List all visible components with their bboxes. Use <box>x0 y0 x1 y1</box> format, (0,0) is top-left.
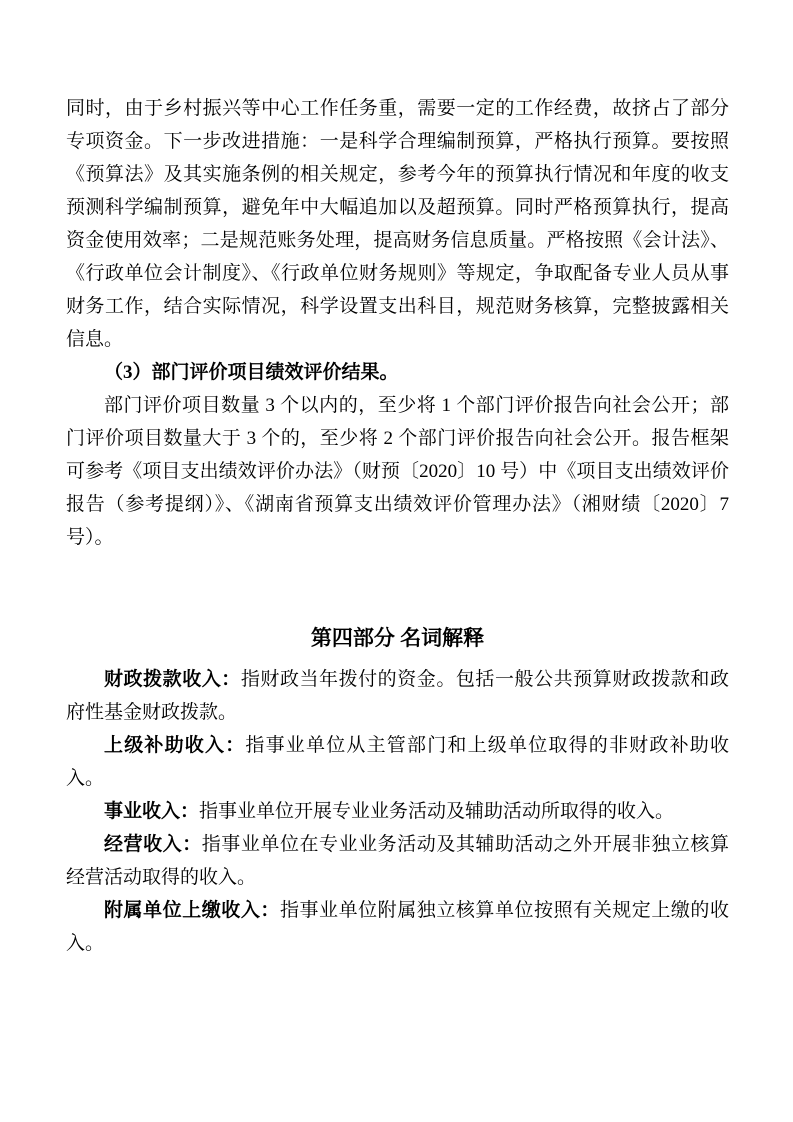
definition-text: 指事业单位附属独立核算单位按照有关规定上缴的收入。 <box>66 900 729 954</box>
definition-text: 指事业单位开展专业业务活动及辅助活动所取得的收入。 <box>199 801 675 822</box>
definition-term: 经营收入： <box>104 834 202 855</box>
definition-term: 附属单位上缴收入： <box>104 900 280 921</box>
definition-term: 事业收入： <box>104 801 200 822</box>
definition-item <box>66 663 729 729</box>
section-title: 第四部分 名词解释 <box>310 626 485 650</box>
definition-term: 上级补助收入： <box>104 735 246 756</box>
definition-item <box>66 828 729 894</box>
definition-term: 财政拨款收入： <box>104 669 241 690</box>
definition-item <box>66 894 729 960</box>
definition-text: 指财政当年拨付的资金。包括一般公共预算财政拨款和政府性基金财政拨款。 <box>66 669 729 723</box>
paragraph-continuation: 同时，由于乡村振兴等中心工作任务重，需要一定的工作经费，故挤占了部分专项资金。下一步改进措施：一是科学合理编制预算，严格执行预算。要按照《预算法》及其实施条例的相关规定，参考今年的预算执行情况和年度的收支预测科学编制预算，避免年中大幅追加以及超预算。同时严格预算执行，提高资金使用效率；二是规范账务处理，提高财务信息质量。严格按照《会计法》、《行政单位会计制度》、《行政单位财务规则》等规定，争取配备专业人员从事财务工作，结合实际情况，科学设置支出科目，规范财务核算，完整披露相关信息。 <box>66 98 729 350</box>
definition-text: 指事业单位在专业业务活动及其辅助活动之外开展非独立核算经营活动取得的收入。 <box>66 834 729 888</box>
paragraph-evaluation: 部门评价项目数量 3 个以内的，至少将 1 个部门评价报告向社会公开；部门评价项目数量大于 3 个的，至少将 2 个部门评价报告向社会公开。报告框架可参考《项目支出绩效评价办法》（财预〔2020〕10 号）中《项目支出绩效评价报告（参考提纲）》、《湖南省预算支出绩效评价管理办法》（湘财绩〔2020〕7 号）。 <box>66 395 729 548</box>
definition-item <box>66 795 729 828</box>
definition-text: 指事业单位从主管部门和上级单位取得的非财政补助收入。 <box>66 735 729 789</box>
heading-item3: （3）部门评价项目绩效评价结果。 <box>104 362 399 383</box>
definition-item <box>66 729 729 795</box>
